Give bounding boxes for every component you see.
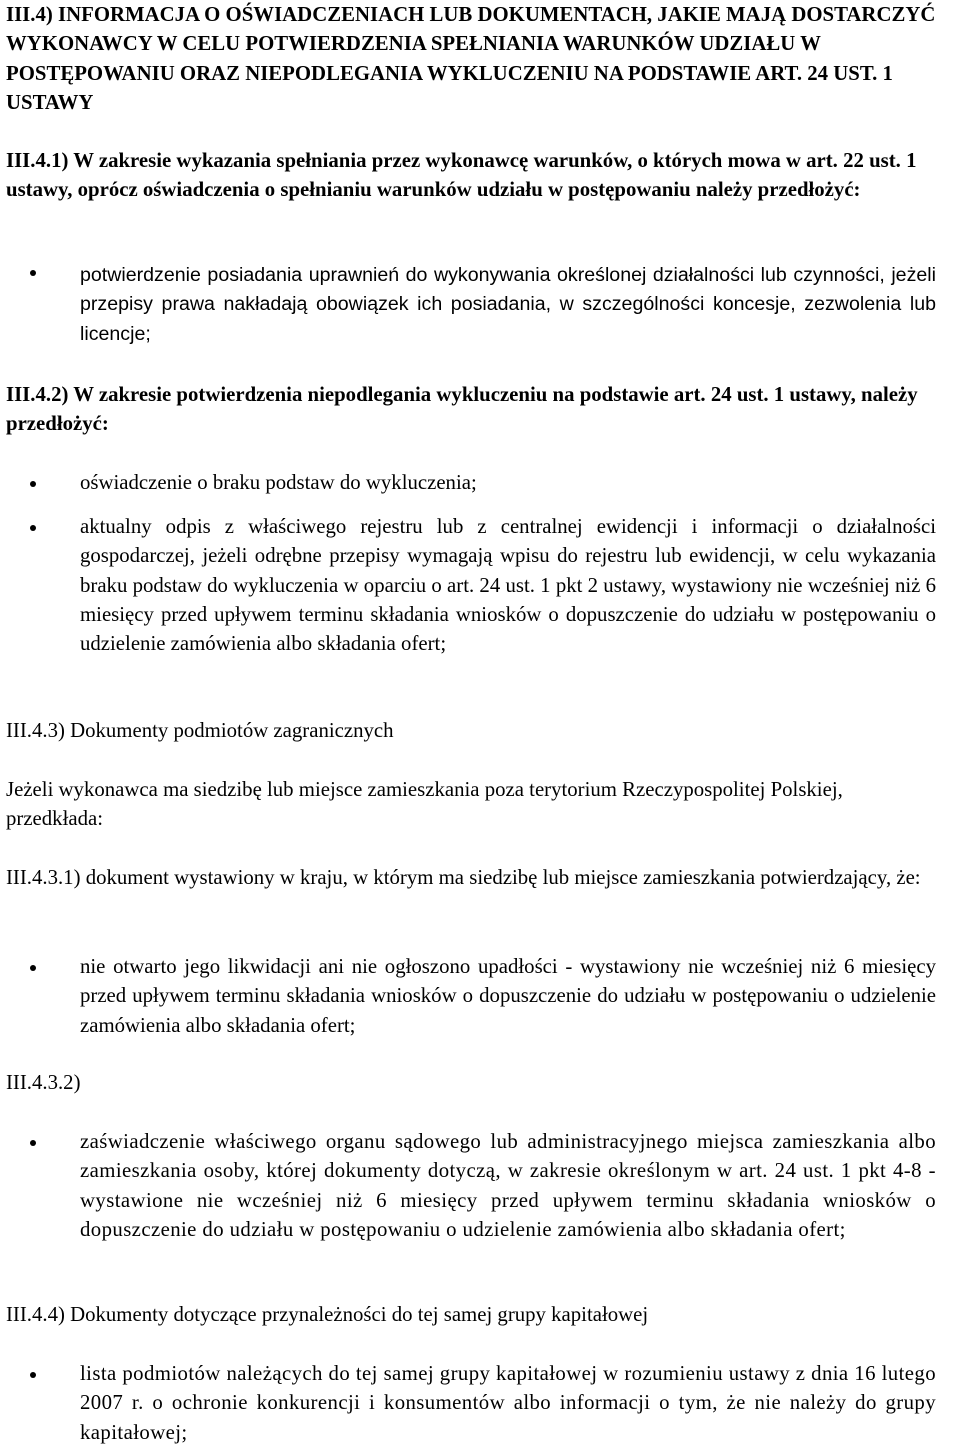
bullet-icon — [30, 1372, 36, 1378]
bullet-icon — [30, 481, 36, 487]
list-item: zaświadczenie właściwego organu sądowego lub administracyjnego miejsca zamieszkania albo zamieszkania osoby, której dokumenty dotyczą, w zakresie określonym w art. 24 ust. 1 pkt 4-8 - wystawione nie wcześniej niż 6 miesięcy przed upływem terminu składania wniosków o dopuszczenie do udziału w postępowaniu o udzielenie zamówienia albo składania ofert; — [80, 1130, 936, 1241]
section-iii431-heading: III.4.3.1) dokument wystawiony w kraju, w którym ma siedzibę lub miejsce zamieszkania potwierdzający, że: — [6, 866, 921, 889]
bullet-icon — [30, 270, 36, 276]
list-item: aktualny odpis z właściwego rejestru lub z centralnej ewidencji i informacji o działalności gospodarczej, jeżeli odrębne przepisy wymagają wpisu do rejestru lub ewidencji, w celu wykazania braku podstaw do wykluczenia w oparciu o art. 24 ust. 1 pkt 2 ustawy, wystawiony nie wcześniej niż 6 miesięcy przed upływem terminu składania wniosków o dopuszczenie do udziału w postępowaniu o udzielenie zamówienia albo składania ofert; — [80, 515, 936, 656]
section-iii43-intro: Jeżeli wykonawca ma siedzibę lub miejsce zamieszkania poza terytorium Rzeczypospolitej Polskiej, przedkłada: — [6, 778, 843, 831]
section-iii44-heading: III.4.4) Dokumenty dotyczące przynależności do tej samej grupy kapitałowej — [6, 1303, 649, 1326]
bullet-icon — [30, 965, 36, 971]
section-iii41-heading: III.4.1) W zakresie wykazania spełniania przez wykonawcę warunków, o których mowa w art. 22 ust. 1 ustawy, oprócz oświadczenia o spełnianiu warunków udziału w postępowaniu należy przedłożyć: — [6, 149, 917, 202]
bullet-icon — [30, 525, 36, 531]
bullet-icon — [30, 1140, 36, 1146]
section-iii4-heading: III.4) INFORMACJA O OŚWIADCZENIACH LUB DOKUMENTACH, JAKIE MAJĄ DOSTARCZYĆ WYKONAWCY W CELU POTWIERDZENIA SPEŁNIANIA WARUNKÓW UDZIAŁU W POSTĘPOWANIU ORAZ NIEPODLEGANIA WYKLUCZENIU NA PODSTAWIE ART. 24 UST. 1 USTAWY — [6, 3, 936, 114]
list-item: lista podmiotów należących do tej samej grupy kapitałowej w rozumieniu ustawy z dnia 16 lutego 2007 r. o ochronie konkurencji i konsumentów albo informacji o tym, że nie należy do grupy kapitałowej; — [80, 1362, 936, 1444]
section-iii42-heading: III.4.2) W zakresie potwierdzenia niepodlegania wykluczeniu na podstawie art. 24 ust. 1 ustawy, należy przedłożyć: — [6, 383, 918, 436]
section-iii43-heading: III.4.3) Dokumenty podmiotów zagranicznych — [6, 719, 394, 742]
list-item: oświadczenie o braku podstaw do wykluczenia; — [80, 471, 477, 494]
list-item: potwierdzenie posiadania uprawnień do wykonywania określonej działalności lub czynności, jeżeli przepisy prawa nakładają obowiązek ich posiadania, w szczególności koncesje, zezwolenia lub licencje; — [80, 264, 936, 345]
list-item: nie otwarto jego likwidacji ani nie ogłoszono upadłości - wystawiony nie wcześniej niż 6 miesięcy przed upływem terminu składania wniosków o dopuszczenie do udziału w postępowaniu o udzielenie zamówienia albo składania ofert; — [80, 955, 936, 1037]
section-iii432-heading: III.4.3.2) — [6, 1071, 81, 1094]
